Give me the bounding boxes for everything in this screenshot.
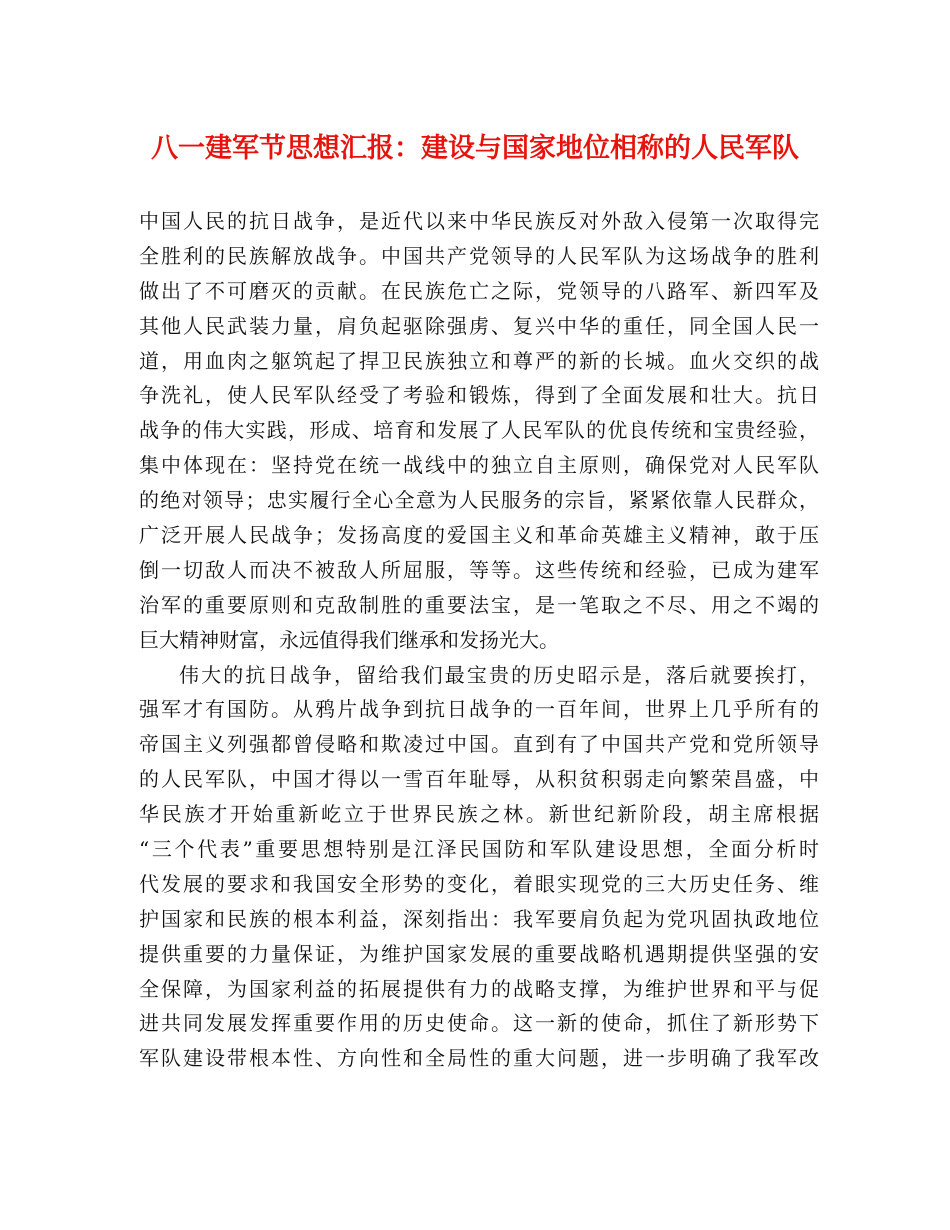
paragraph-line: 进共同发展发挥重要作用的历史使命。这一新的使命，抓住了新形势下 [139, 1011, 819, 1036]
paragraph-line: 集中体现在：坚持党在统一战线中的独立自主原则，确保党对人民军队 [139, 453, 819, 478]
paragraph-line: 做出了不可磨灭的贡献。在民族危亡之际，党领导的八路军、新四军及 [139, 278, 819, 303]
body-paragraph [139, 204, 819, 658]
paragraph-line: 中国人民的抗日战争，是近代以来中华民族反对外敌入侵第一次取得完 [139, 209, 819, 233]
paragraph-line: 伟大的抗日战争，留给我们最宝贵的历史昭示是，落后就要挨打， [179, 662, 819, 687]
paragraph-line: 护国家和民族的根本利益，深刻指出：我军要肩负起为党巩固执政地位 [139, 906, 819, 931]
paragraph-line: 广泛开展人民战争；发扬高度的爱国主义和革命英雄主义精神，敢于压 [139, 523, 819, 548]
paragraph-line: 帝国主义列强都曾侵略和欺凌过中国。直到有了中国共产党和党所领导 [139, 732, 819, 757]
paragraph-line: 军队建设带根本性、方向性和全局性的重大问题，进一步明确了我军改 [139, 1046, 819, 1071]
paragraph-line: 战争的伟大实践，形成、培育和发展了人民军队的优良传统和宝贵经验， [139, 418, 819, 443]
paragraph-line: 巨大精神财富，永远值得我们继承和发扬光大。 [139, 627, 559, 652]
paragraph-line: 其他人民武装力量，肩负起驱除强虏、复兴中华的重任，同全国人民一 [139, 313, 819, 338]
paragraph-line: 全胜利的民族解放战争。中国共产党领导的人民军队为这场战争的胜利 [139, 243, 819, 268]
paragraph-line: 华民族才开始重新屹立于世界民族之林。新世纪新阶段，胡主席根据 [139, 802, 819, 827]
paragraph-line: 提供重要的力量保证，为维护国家发展的重要战略机遇期提供坚强的安 [139, 941, 819, 966]
paragraph-line: 全保障，为国家利益的拓展提供有力的战略支撑，为维护世界和平与促 [139, 976, 819, 1001]
paragraph-line: 治军的重要原则和克敌制胜的重要法宝，是一笔取之不尽、用之不竭的 [139, 592, 819, 617]
paragraph-line: 的人民军队，中国才得以一雪百年耻辱，从积贫积弱走向繁荣昌盛，中 [139, 767, 819, 792]
paragraph-line: 倒一切敌人而决不被敌人所屈服，等等。这些传统和经验，已成为建军 [139, 557, 819, 582]
paragraph-line: “三个代表”重要思想特别是江泽民国防和军队建设思想，全面分析时 [139, 837, 819, 862]
paragraph-line: 强军才有国防。从鸦片战争到抗日战争的一百年间，世界上几乎所有的 [139, 697, 819, 722]
body-paragraph [139, 658, 819, 1077]
document-title: 八一建军节思想汇报：建设与国家地位相称的人民军队 [151, 133, 799, 164]
paragraph-line: 道，用血肉之躯筑起了捍卫民族独立和尊严的新的长城。血火交织的战 [139, 348, 819, 373]
document-body [139, 204, 819, 1076]
paragraph-line: 代发展的要求和我国安全形势的变化，着眼实现党的三大历史任务、维 [139, 871, 819, 896]
paragraph-line: 的绝对领导；忠实履行全心全意为人民服务的宗旨，紧紧依靠人民群众， [139, 488, 819, 513]
paragraph-line: 争洗礼，使人民军队经受了考验和锻炼，得到了全面发展和壮大。抗日 [139, 383, 819, 408]
